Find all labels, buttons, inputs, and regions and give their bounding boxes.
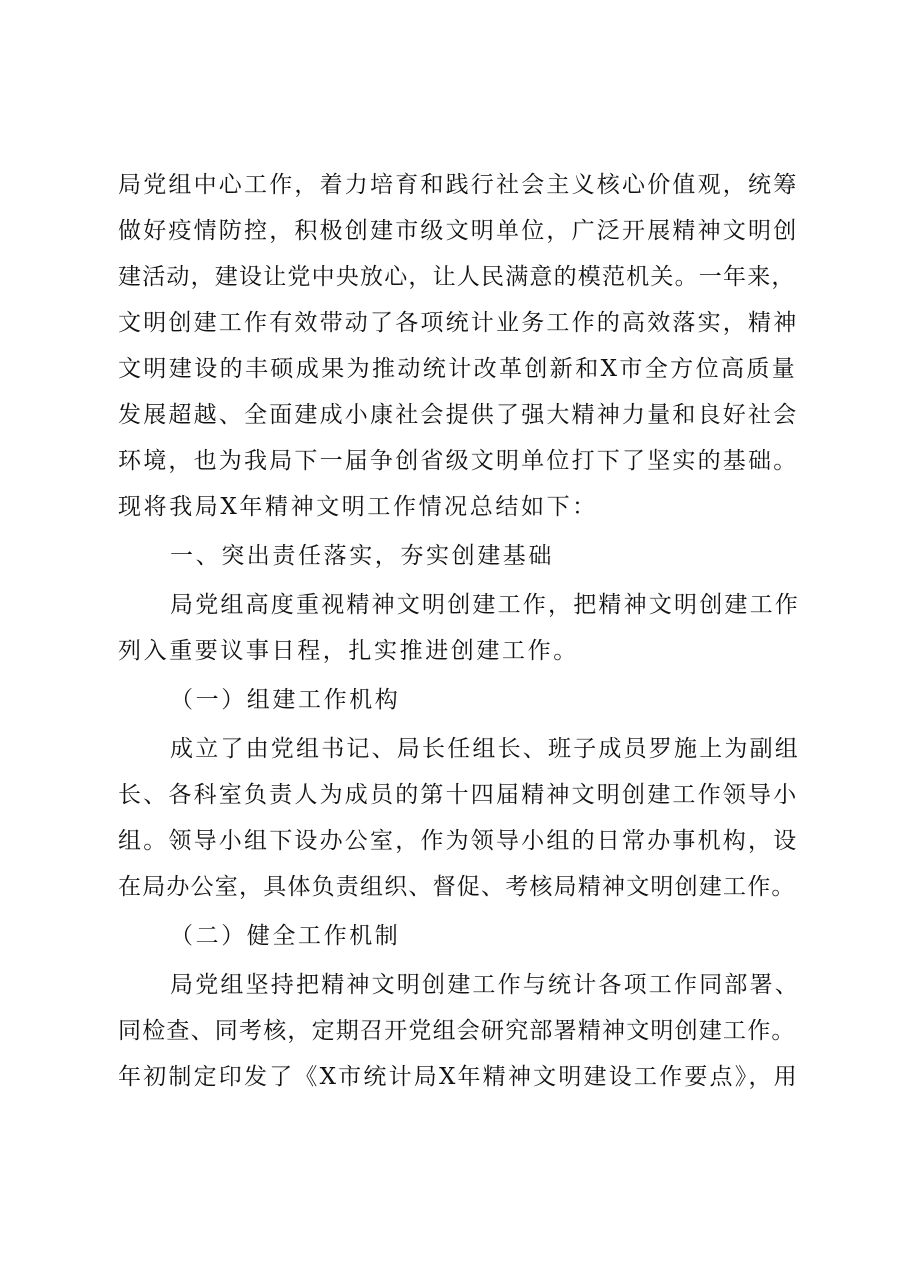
body-text-line: 发展超越、全面建成小康社会提供了强大精神力量和良好社会 [118,402,799,428]
body-text-line: 年初制定印发了《X市统计局X年精神文明建设工作要点》，用 [118,1064,799,1090]
body-text-line: 局党组高度重视精神文明创建工作，把精神文明创建工作 [170,592,800,618]
body-text-line: 现将我局X年精神文明工作情况总结如下： [118,494,598,520]
section-heading: 一、突出责任落实，夯实创建基础 [170,543,554,569]
body-text-line: 长、各科室负责人为成员的第十四届精神文明创建工作领导小 [118,782,799,808]
body-text-line: 组。领导小组下设办公室，作为领导小组的日常办事机构，设 [118,828,799,854]
body-text-line: 在局办公室，具体负责组织、督促、考核局精神文明创建工作。 [118,874,796,900]
body-text-line: 做好疫情防控，积极创建市级文明单位，广泛开展精神文明创 [118,218,799,244]
body-text-line: 建活动，建设让党中央放心，让人民满意的模范机关。一年来， [118,264,796,290]
body-text-line: 同检查、同考核，定期召开党组会研究部署精神文明创建工作。 [118,1018,796,1044]
body-text-line: 成立了由党组书记、局长任组长、班子成员罗施上为副组 [170,736,800,762]
body-text-line: 文明创建工作有效带动了各项统计业务工作的高效落实，精神 [118,310,799,336]
body-text-line: 列入重要议事日程，扎实推进创建工作。 [118,638,579,664]
subsection-heading: （一）组建工作机构 [170,687,401,713]
body-text-line: 局党组中心工作，着力培育和践行社会主义核心价值观，统筹 [118,172,799,198]
body-text-line: 环境，也为我局下一届争创省级文明单位打下了坚实的基础。 [118,448,799,474]
subsection-heading: （二）健全工作机制 [170,923,401,949]
body-text-line: 文明建设的丰硕成果为推动统计改革创新和X市全方位高质量 [118,356,798,382]
body-text-line: 局党组坚持把精神文明创建工作与统计各项工作同部署、 [170,972,800,998]
